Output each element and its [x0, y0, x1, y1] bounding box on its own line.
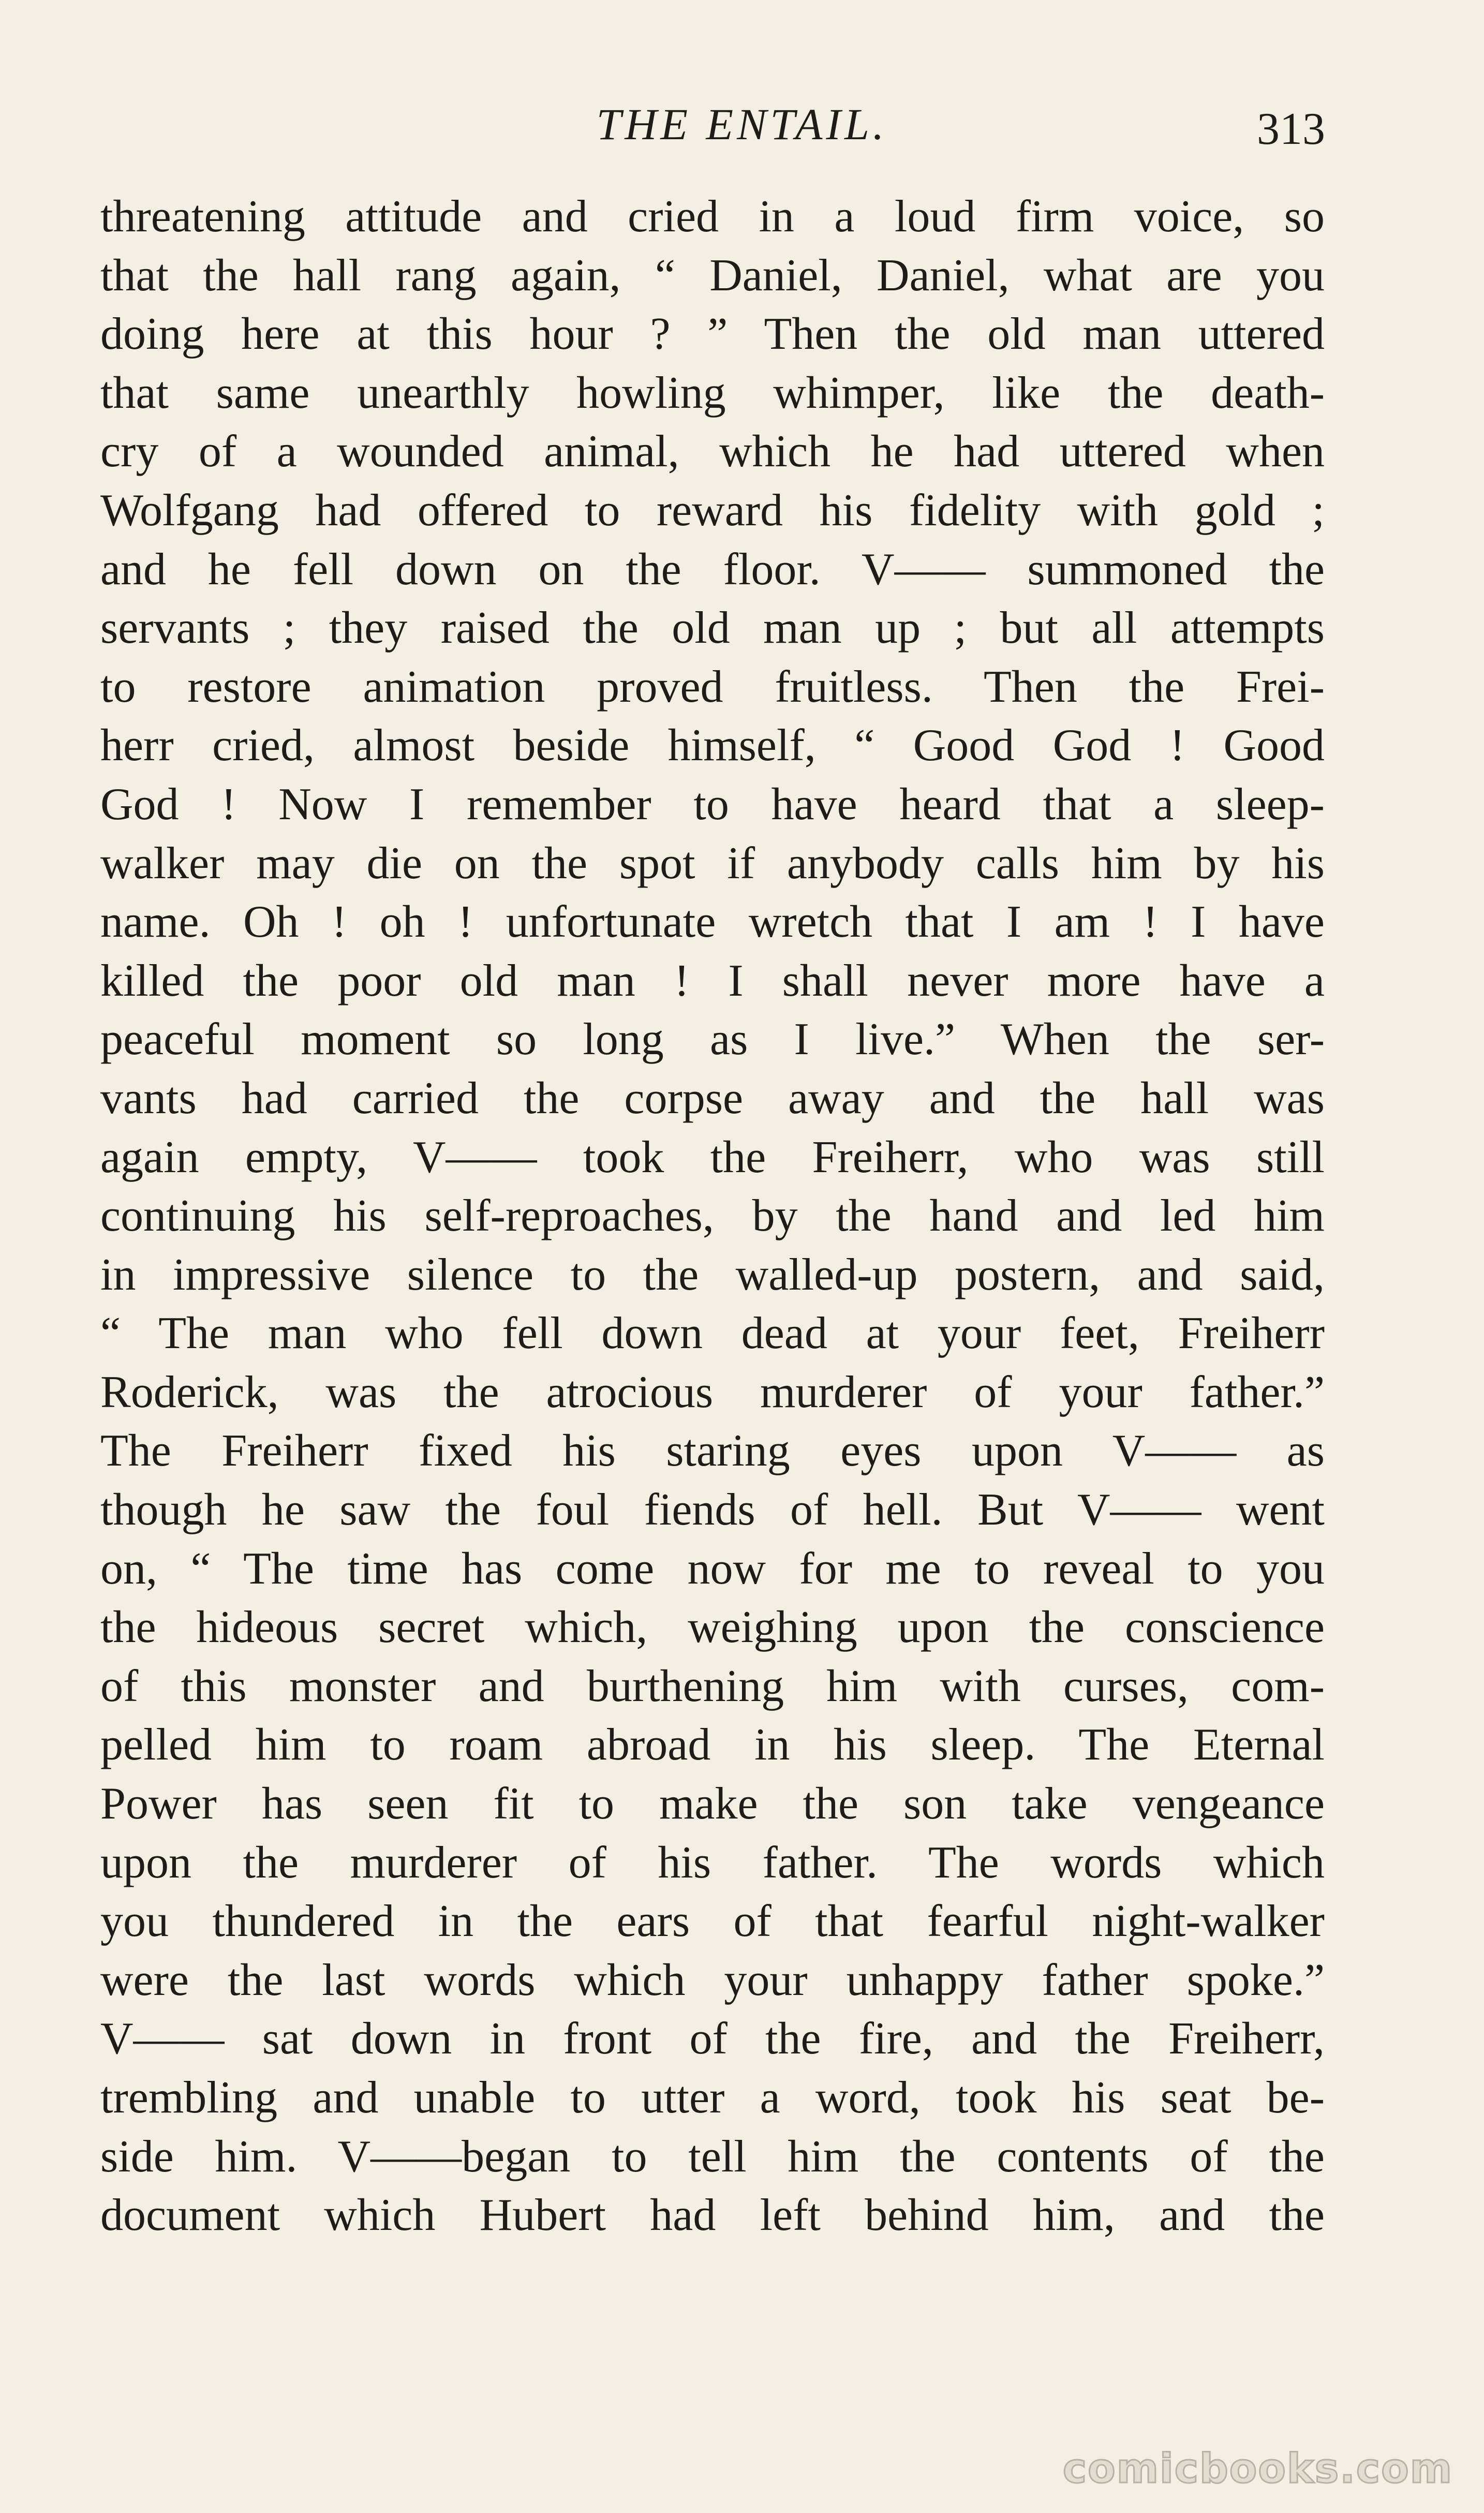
text-line: were the last words which your unhappy father spoke.”: [100, 1955, 1325, 2005]
running-title: THE ENTAIL.: [596, 99, 888, 149]
text-line: pelled him to roam abroad in his sleep. The Eternal: [100, 1720, 1325, 1770]
text-line: servants ; they raised the old man up ; but all attempts: [100, 603, 1325, 654]
text-line: that same unearthly howling whimper, like the death-: [100, 367, 1325, 418]
text-line: peaceful moment so long as I live.” When the ser-: [100, 1014, 1325, 1065]
text-line: the hideous secret which, weighing upon the conscience: [100, 1602, 1325, 1653]
text-line: cry of a wounded animal, which he had uttered when: [100, 426, 1325, 477]
text-line: herr cried, almost beside himself, “ Good God ! Good: [100, 720, 1325, 771]
text-line: continuing his self-reproaches, by the hand and led him: [100, 1191, 1325, 1241]
text-line: and he fell down on the floor. V—— summoned the: [100, 544, 1325, 595]
text-line: name. Oh ! oh ! unfortunate wretch that I am ! I have: [100, 897, 1325, 948]
text-line: Roderick, was the atrocious murderer of your father.”: [100, 1367, 1325, 1417]
body-text: [100, 187, 1325, 2245]
text-line: trembling and unable to utter a word, took his seat be-: [100, 2073, 1325, 2123]
page-number: 313: [1257, 104, 1325, 154]
text-line: that the hall rang again, “ Daniel, Daniel, what are you: [100, 250, 1325, 301]
text-line: you thundered in the ears of that fearful night-walker: [100, 1896, 1325, 1947]
text-line: V—— sat down in front of the fire, and the Freiherr,: [100, 2014, 1325, 2064]
text-line: The Freiherr fixed his staring eyes upon V—— as: [100, 1426, 1325, 1476]
running-head: [0, 96, 1484, 153]
text-line: upon the murderer of his father. The words which: [100, 1837, 1325, 1888]
text-line: doing here at this hour ? ” Then the old man uttered: [100, 309, 1325, 360]
text-line: though he saw the foul fiends of hell. But V—— went: [100, 1485, 1325, 1535]
text-line: Power has seen fit to make the son take vengeance: [100, 1779, 1325, 1829]
text-line: Wolfgang had offered to reward his fidelity with gold ;: [100, 485, 1325, 536]
text-line: again empty, V—— took the Freiherr, who was still: [100, 1132, 1325, 1182]
text-line: walker may die on the spot if anybody calls him by his: [100, 838, 1325, 889]
text-line: to restore animation proved fruitless. Then the Frei-: [100, 661, 1325, 712]
text-line: God ! Now I remember to have heard that a sleep-: [100, 779, 1325, 830]
text-line: vants had carried the corpse away and the hall was: [100, 1073, 1325, 1124]
text-line: killed the poor old man ! I shall never more have a: [100, 955, 1325, 1006]
watermark: comicbooks.com: [1062, 2446, 1453, 2492]
text-line: “ The man who fell down dead at your feet, Freiherr: [100, 1308, 1325, 1359]
text-line: on, “ The time has come now for me to reveal to you: [100, 1543, 1325, 1594]
text-line: of this monster and burthening him with curses, com-: [100, 1661, 1325, 1711]
text-line: side him. V——began to tell him the contents of the: [100, 2131, 1325, 2182]
text-line: document which Hubert had left behind him, and the: [100, 2190, 1325, 2241]
text-line: in impressive silence to the walled-up postern, and said,: [100, 1249, 1325, 1300]
text-line: threatening attitude and cried in a loud firm voice, so: [100, 191, 1325, 242]
